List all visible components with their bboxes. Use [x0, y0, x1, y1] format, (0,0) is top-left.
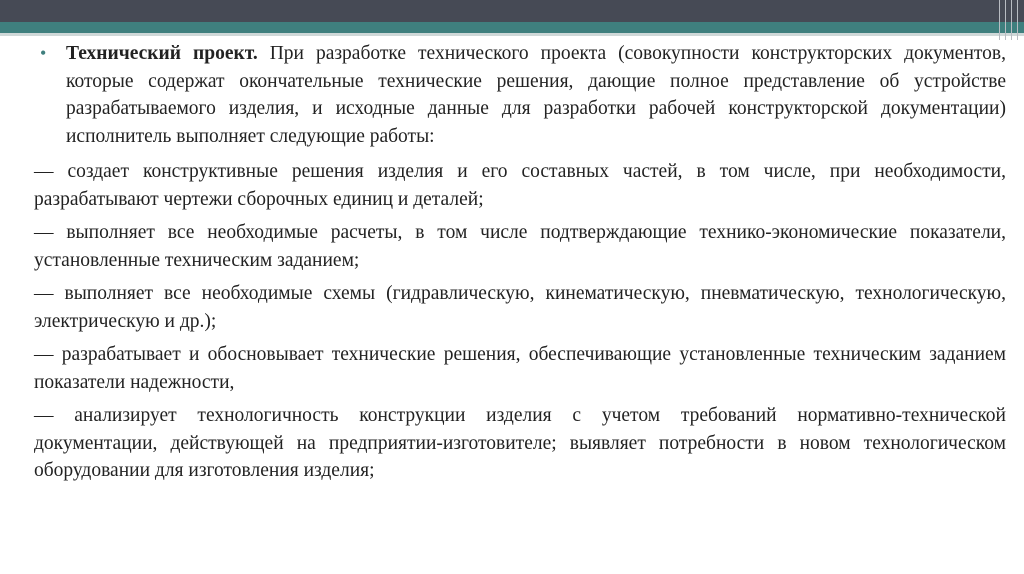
paragraph-text: При разработке технического проекта (совокупности конструкторских документов, которые содержат окончательные технические решения, дающие полное представление об устройстве разрабатываемого изделия, и исходные данные для разработки рабочей конструкторской документации) исполнитель выполняет следующие работы:: [66, 43, 1006, 147]
bullet-icon: •: [40, 43, 47, 63]
paragraph-lead: Технический проект.: [66, 43, 258, 64]
list-item: — создает конструктивные решения изделия и его составных частей, в том числе, при необходимости, разрабатывают чертежи сборочных единиц и деталей;: [34, 161, 1006, 210]
header-accent-stripe: [0, 22, 1024, 33]
list-item: — анализирует технологичность конструкции изделия с учетом требований нормативно-технической документации, действующей на предприятии-изготовителе; выявляет потребности в новом технологическом оборудовании для изготовления изделия;: [34, 405, 1006, 481]
work-list: [34, 158, 1006, 485]
list-item: — выполняет все необходимые схемы (гидравлическую, кинематическую, пневматическую, технологическую, электрическую и др.);: [34, 283, 1006, 332]
corner-decoration: [994, 0, 1024, 40]
list-item: — выполняет все необходимые расчеты, в том числе подтверждающие технико-экономические показатели, установленные техническим заданием;: [34, 222, 1006, 271]
list-item: — разрабатывает и обосновывает технические решения, обеспечивающие установленные техническим заданием показатели надежности,: [34, 344, 1006, 393]
header-light-stripe: [0, 33, 1024, 36]
intro-paragraph: [34, 40, 1006, 150]
header-bar: [0, 0, 1024, 22]
slide-content: [34, 40, 1006, 491]
